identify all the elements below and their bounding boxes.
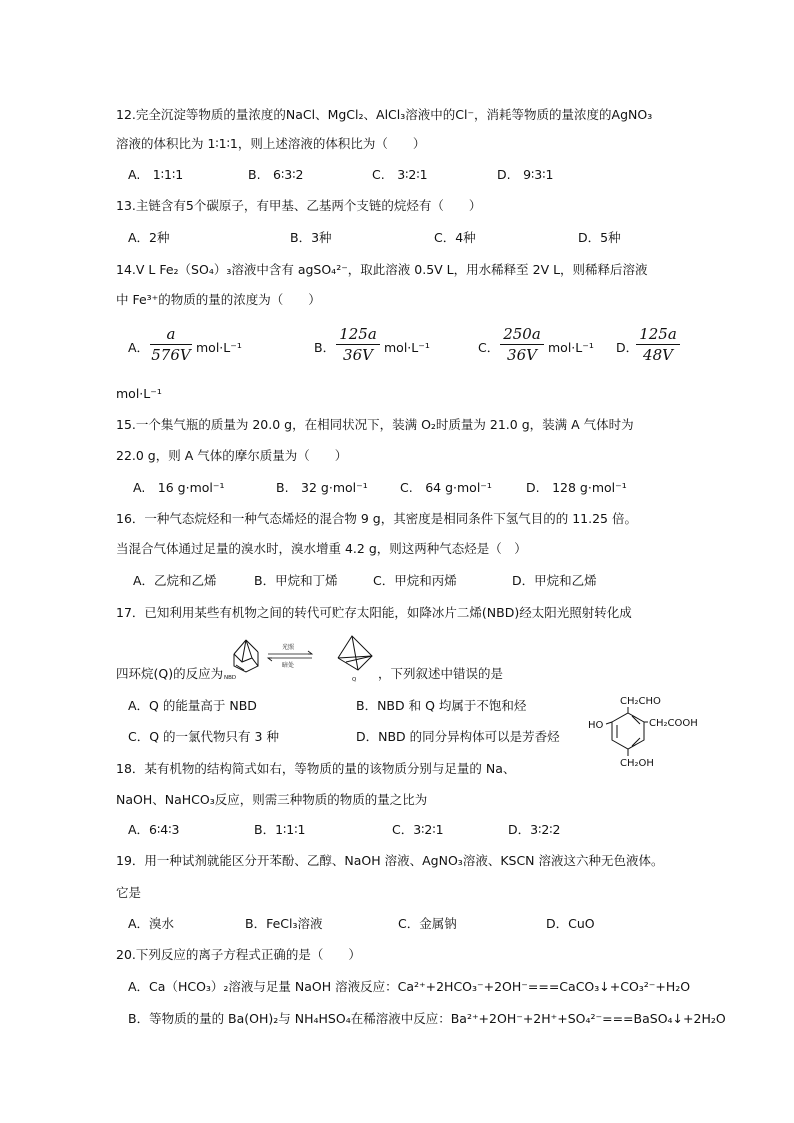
nbd-structure <box>234 640 258 672</box>
nbd-to-q-reaction-diagram <box>222 632 392 682</box>
struct-right-group: CH₂COOH <box>649 718 698 729</box>
q15-option-c: C. 64 g·mol⁻¹ <box>400 480 492 495</box>
q12-stem-line2: 溶液的体积比为 1∶1∶1，则上述溶液的体积比为（ ） <box>116 136 426 151</box>
q18-option-d: D．3∶2∶2 <box>508 822 561 837</box>
q14-option-d-fraction <box>636 325 680 364</box>
fraction-numerator: 125a <box>636 325 680 345</box>
q12-option-a: A. 1∶1∶1 <box>128 167 184 182</box>
q14-stem-line2: 中 Fe³⁺的物质的量的浓度为（ ） <box>116 292 321 307</box>
q14-option-b-label: B． <box>314 340 336 355</box>
q14-stem-line1: 14.V L Fe₂（SO₄）₃溶液中含有 agSO₄²⁻，取此溶液 0.5V L，用水稀释至 2V L，则稀释后溶液 <box>116 262 648 277</box>
q19-stem-line1: 19．用一种试剂就能区分开苯酚、乙醇、NaOH 溶液、AgNO₃溶液、KSCN 溶液这六种无色液体。 <box>116 853 664 868</box>
fraction-numerator: 125a <box>336 325 380 345</box>
fraction-numerator: a <box>150 325 192 345</box>
q17-option-c: C．Q 的一氯代物只有 3 种 <box>128 729 279 744</box>
q19-option-b: B．FeCl₃溶液 <box>245 916 323 931</box>
q17-option-b: B．NBD 和 Q 均属于不饱和烃 <box>356 698 527 713</box>
q12-option-c: C. 3∶2∶1 <box>372 167 428 182</box>
q19-option-c: C．金属钠 <box>398 916 457 931</box>
fraction-denominator: 576V <box>151 346 191 364</box>
q16-option-b: B．甲烷和丁烯 <box>254 573 338 588</box>
q15-option-a: A. 16 g·mol⁻¹ <box>133 480 225 495</box>
q17-option-d: D．NBD 的同分异构体可以是芳香烃 <box>356 729 560 744</box>
arrow-bottom-label: 暗处 <box>282 662 295 669</box>
q17-stem-line2b: ，下列叙述中错误的是 <box>378 666 504 681</box>
q18-stem-line2: NaOH、NaHCO₃反应，则需三种物质的物质的量之比为 <box>116 792 428 807</box>
q16-stem-line2: 当混合气体通过足量的溴水时，溴水增重 4.2 g，则这两种气态烃是（ ） <box>116 541 527 556</box>
q19-stem-line2: 它是 <box>116 885 142 900</box>
q18-option-c: C．3∶2∶1 <box>392 822 444 837</box>
q12-option-b: B. 6∶3∶2 <box>248 167 304 182</box>
fraction-denominator: 36V <box>343 346 373 364</box>
q12-stem-line1: 12.完全沉淀等物质的量浓度的NaCl、MgCl₂、AlCl₃溶液中的Cl⁻，消耗等物质的量浓度的AgNO₃ <box>116 107 653 122</box>
nbd-label: NBD <box>224 675 237 681</box>
q20-option-b: B．等物质的量的 Ba(OH)₂与 NH₄HSO₄在稀溶液中反应：Ba²⁺+2OH⁻+2H⁺+SO₄²⁻===BaSO₄↓+2H₂O <box>128 1011 726 1026</box>
q13-option-b: B．3种 <box>290 230 332 245</box>
q18-structural-formula <box>586 693 706 775</box>
q14-option-a-unit: mol·L⁻¹ <box>196 340 242 355</box>
arrow-top-label: 光照 <box>282 644 295 651</box>
q-structure <box>338 636 372 670</box>
q15-option-d: D. 128 g·mol⁻¹ <box>526 480 627 495</box>
q17-stem-line2a: 四环烷(Q)的反应为 <box>116 666 224 681</box>
q13-option-a: A．2种 <box>128 230 170 245</box>
q14-option-d-unit: mol·L⁻¹ <box>116 386 162 401</box>
q15-stem-line2: 22.0 g，则 A 气体的摩尔质量为（ ） <box>116 448 348 463</box>
fraction-numerator: 250a <box>500 325 544 345</box>
q19-option-a: A．溴水 <box>128 916 175 931</box>
struct-left-group: HO <box>588 720 604 731</box>
q19-option-d: D．CuO <box>546 916 595 931</box>
q18-option-b: B．1∶1∶1 <box>254 822 306 837</box>
q13-option-c: C．4种 <box>434 230 476 245</box>
q14-option-c-label: C． <box>478 340 500 355</box>
q12-option-d: D. 9∶3∶1 <box>497 167 554 182</box>
q18-option-a: A．6∶4∶3 <box>128 822 180 837</box>
q20-option-a: A．Ca（HCO₃）₂溶液与足量 NaOH 溶液反应：Ca²⁺+2HCO₃⁻+2OH⁻===CaCO₃↓+CO₃²⁻+H₂O <box>128 979 691 994</box>
fraction-denominator: 48V <box>643 346 673 364</box>
q20-stem: 20.下列反应的离子方程式正确的是（ ） <box>116 947 361 962</box>
benzene-ring <box>606 707 648 756</box>
q16-stem-line1: 16．一种气态烷烃和一种气态烯烃的混合物 9 g，其密度是相同条件下氢气目的的 11.25 倍。 <box>116 511 637 526</box>
q14-option-a-label: A． <box>128 340 150 355</box>
q14-option-c-fraction <box>500 325 544 364</box>
q14-option-a-fraction <box>150 325 192 364</box>
q15-stem-line1: 15.一个集气瓶的质量为 20.0 g，在相同状况下，装满 O₂时质量为 21.0 g，装满 A 气体时为 <box>116 417 634 432</box>
q13-option-d: D．5种 <box>578 230 621 245</box>
q16-option-a: A．乙烷和乙烯 <box>133 573 217 588</box>
q16-option-c: C．甲烷和丙烯 <box>373 573 457 588</box>
q17-stem-line1: 17．已知利用某些有机物之间的转代可贮存太阳能，如降冰片二烯(NBD)经太阳光照射转化成 <box>116 605 632 620</box>
q13-stem: 13.主链含有5个碳原子，有甲基、乙基两个支链的烷烃有（ ） <box>116 198 482 213</box>
fraction-denominator: 36V <box>507 346 537 364</box>
q14-option-d-label: D． <box>616 340 639 355</box>
q-label: Q <box>352 677 357 682</box>
struct-top-group: CH₂CHO <box>620 696 661 707</box>
reversible-arrow <box>268 651 312 661</box>
q15-option-b: B. 32 g·mol⁻¹ <box>276 480 368 495</box>
q14-option-b-unit: mol·L⁻¹ <box>384 340 430 355</box>
struct-bottom-group: CH₂OH <box>620 758 654 769</box>
q14-option-b-fraction <box>336 325 380 364</box>
q17-option-a: A．Q 的能量高于 NBD <box>128 698 257 713</box>
q16-option-d: D．甲烷和乙烯 <box>512 573 597 588</box>
q18-stem-line1: 18．某有机物的结构简式如右，等物质的量的该物质分别与足量的 Na、 <box>116 761 516 776</box>
q14-option-c-unit: mol·L⁻¹ <box>548 340 594 355</box>
